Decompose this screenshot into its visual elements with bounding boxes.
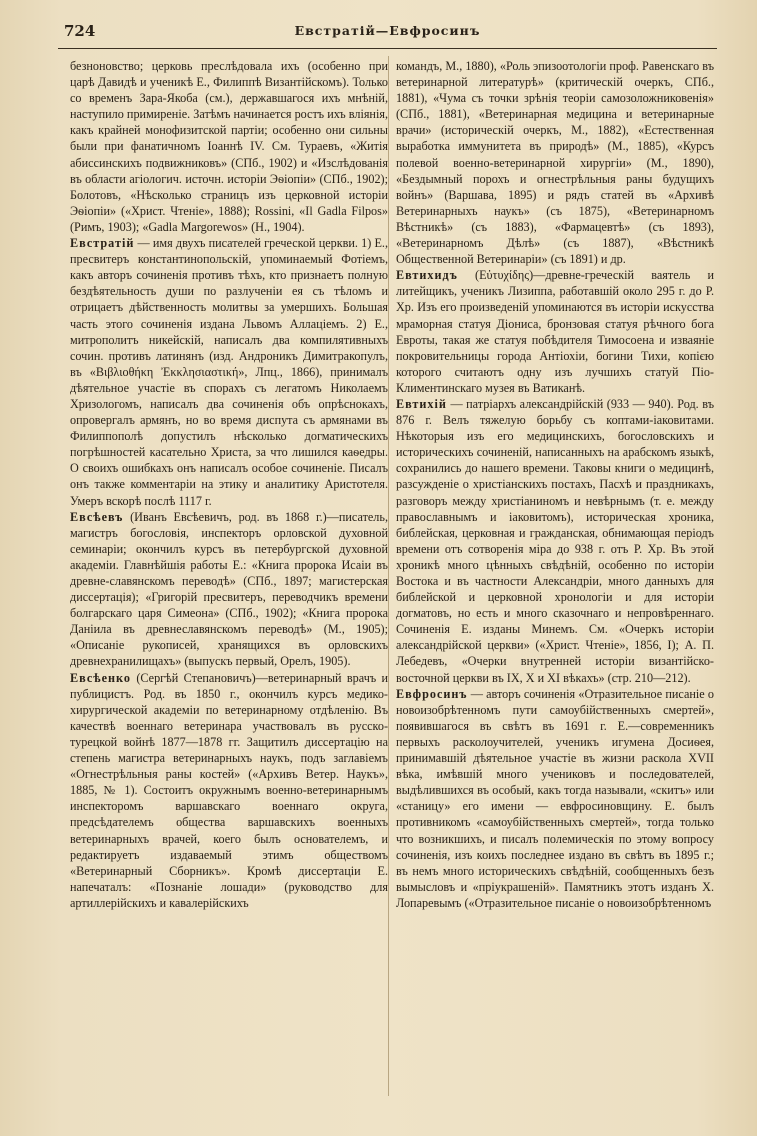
entry-text: — патріархъ александрійскій (933 — 940). Род. въ 876 г. Велъ тяжелую борьбу съ коптами-іаковитами. Нѣкоторыя изъ его медицинскихъ, богословскихъ и историческихъ сочиненій, написанныхъ на арабскомъ языкѣ, сохранились до нашего времени. Таковы книги о медицинѣ, разсужденіе о христіанскихъ постахъ, Пасхѣ и праздникахъ, разговоръ между христіаниномъ и невѣрнымъ (т. е. между православнымъ и іаковитомъ), историческая хроника, библейская, церковная и гражданская, обнимающая періодъ времени отъ сотворенія міра до 938 г. отъ Р. Хр. Въ этой хроникѣ много цѣнныхъ свѣдѣній, особенно по исторіи Востока и въ частности Александріи, много данныхъ для библейской и церковной хронологіи и для исторіи догматовъ, но есть и много сказочнаго и непровѣреннаго. Сочиненія Е. изданы Минемъ. См. «Очеркъ исторіи александрійской церкви» («Христ. Чтеніе», 1856, I); А. П. Лебедевъ, «Очерки внутренней исторіи византійско-восточной церкви въ IX, X и XI вѣкахъ» (стр. 210—212). (396, 396, 714, 685)
right-column (396, 58, 714, 911)
entry-text: безноновство; церковь преслѣдовала ихъ (особенно при царѣ Давидѣ и ученикѣ Е., Филиппѣ Византійскомъ). Только со временъ Зара-Якоба (см.), державшагося ихъ мнѣній, наступило примиреніе. Затѣмъ начинается ростъ ихъ вліянія, какъ крайней монофизитской партіи; особенно они сильны были при фанатичномъ Іоаннѣ IV. См. Тураевъ, «Житія абиссинскихъ подвижниковъ» (СПб., 1902) и «Изслѣдованія въ области агіологич. источн. исторіи Эѳіопіи» (СПб., 1902); Болотовъ, «Нѣсколько страницъ изъ церковной исторіи Эѳіопіи» («Христ. Чтеніе», 1888); Rossini, «Il Gadla Filpos» (Римъ, 1903); «Gadla Margorewos» (Н., 1904). (70, 59, 388, 234)
entry-headword: Евтихидъ (396, 268, 458, 283)
entry (70, 670, 388, 911)
header-rule (58, 48, 717, 49)
entry-text: (Εὐτυχίδης)—древне-греческій ваятель и литейщикъ, ученикъ Лизиппа, работавшій около 295 г. до Р. Хр. Изъ его произведеній упоминаются въ исторіи искусства мраморная статуя Діониса, бронзовая статуя рѣчного бога Евроты, такая же статуя побѣдителя Тимосоена и изваяніе покровительницы города Антіохіи, богини Тихи, копією которого считаютъ одну изъ лучшихъ статуй Піо-Климентинскаго музея въ Ватиканѣ. (396, 268, 714, 395)
entry-headword: Евтихій (396, 396, 447, 411)
entry-headword: Евсѣенко (70, 670, 131, 685)
entry-text: — авторъ сочиненія «Отразительное писаніе о новоизобрѣтенномъ пути самоубійственныхъ смертей», появившагося въ свѣтъ въ 1691 г. Е.—современникъ первыхъ расколоучителей, ученикъ игумена Досиѳея, принимавшій дѣятельное участіе въ жизни раскола XVII вѣка, имѣвшій много учениковъ и последователей, выдѣлившихся въ особый, какъ тогда называли, «скитъ» или «станицу» его имени — евфросиновщину. Е. былъ противникомъ «самоубійственныхъ смертей», тогда только что возникшихъ, и писалъ полемическія по этому вопросу сочиненія, изъ коихъ последнее издано въ свѣтъ въ 1895 г.; въ немъ много историческихъ свѣдѣній, сообщенныхъ безъ вымысловъ и «пріукрашеній». Памятникъ этотъ изданъ Х. Лопаревымъ («Отразительное писаніе о новоизобрѣтенномъ (396, 686, 714, 910)
entry (396, 686, 714, 911)
left-column (70, 58, 388, 911)
entry (70, 58, 388, 235)
entry (396, 267, 714, 396)
running-head: Евстратій—Евфросинъ (294, 23, 481, 38)
entry-headword: Евсѣевъ (70, 509, 124, 524)
entry (396, 396, 714, 686)
entry (70, 235, 388, 509)
entry (70, 509, 388, 670)
entry-text: (Сергѣй Степановичъ)—ветеринарный врачъ и публицистъ. Род. въ 1850 г., окончилъ курсъ медико-хирургической академіи по ветеринарному отдѣленію. Въ качествѣ военнаго ветеринара участвовалъ въ русско-турецкой войнѣ 1877—1878 гг. Защитилъ диссертацію на степень магистра ветеринарныхъ наукъ, подъ заглавіемъ «Огнестрѣльныя раны костей» («Архивъ Ветер. Наукъ», 1885, № 1). Состоитъ окружнымъ военно-ветеринарнымъ инспекторомъ варшавскаго военнаго округа, предсѣдателемъ общества варшавскихъ военныхъ ветеринарныхъ врачей, коего былъ основателемъ, и редактируетъ издаваемый этимъ обществомъ «Ветеринарный Сборникъ». Кромѣ диссертаціи Е. напечаталъ: «Познаніе лошади» (руководство для артиллерійскихъ и кавалерійскихъ (70, 670, 388, 910)
entry-headword: Евстратій (70, 236, 135, 251)
entry (396, 58, 714, 267)
entry-text: командъ, М., 1880), «Роль эпизоотологіи проф. Равенскаго въ ветеринарной литературѣ» (критическій очеркъ, СПб., 1881), «Чума съ точки зрѣнія теоріи самозоложниковенія» (СПб., 1881), «Ветеринарная медицина и ветеринарные врачи» (историческій очеркъ, М., 1882), «Естественная выработка иммунитета въ природѣ» (М., 1885), «Курсъ полевой военно-ветеринарной хирургіи» (М., 1890), «Бездымный порохъ и огнестрѣльныя раны будущихъ войнъ» (Варшава, 1895) и рядъ статей въ «Архивѣ Ветеринарныхъ наукъ» (съ 1875), «Ветеринарномъ Вѣстникѣ» (съ 1883), «Фармацевтѣ» (съ 1893), «Ветеринарномъ Дѣлѣ» (съ 1887), «Вѣстникѣ Общественной Ветеринаріи» (съ 1891) и др. (396, 59, 714, 267)
entry-text: (Иванъ Евсѣевичъ, род. въ 1868 г.)—писатель, магистръ богословія, инспекторъ орловской духовной семинаріи; окончилъ курсъ въ петербургской духовной академіи. Главнѣйшія работы Е.: «Книга пророка Исаіи въ древне-славянскомъ переводѣ» (СПб., 1897; магистерская диссертація); «Григорій пресвитеръ, переводчикъ времени болгарскаго царя Симеона» (СПб., 1902); «Книга пророка Даніила въ древнеславянскомъ переводѣ» (М., 1905); «Описаніе рукописей, хранящихся въ орловскихъ древнехранилищахъ» (выпускъ первый, Орелъ, 1905). (70, 509, 388, 669)
page-number: 724 (64, 22, 96, 40)
page-header (58, 22, 717, 46)
entry-headword: Евфросинъ (396, 686, 468, 701)
entry-text: — имя двухъ писателей греческой церкви. 1) Е., пресвитеръ константинопольскій, упоминаемый Фотіемъ, какъ авторъ сочиненія противъ тѣхъ, кто признаетъ полную бездѣятельность души по разлученіи ея съ тѣломъ и отрицаетъ дѣйственность молитвы за умершихъ. Большая часть этого сочиненія издана Львомъ Аллаціемъ. 2) Е., митрополитъ никейскій, написалъ два компилятивныхъ сочин. противъ латинянъ (изд. Андроникъ Димитракопулъ, въ «Βιβλιοθήκη Ἐκκλησιαστική», Лпц., 1866), принималъ дѣятельное участіе въ спорахъ съ легатомъ Николаемъ Хризологомъ, написалъ два сочиненія объ опрѣснокахъ, опровергалъ армянъ, но во время диспута съ армянами въ Филиппополѣ допустилъ нѣсколько догматическихъ погрѣшностей касательно Христа, за что лишился каѳедры. О своихъ ошибкахъ онъ написалъ особое сочиненіе. Писалъ онъ также комментаріи на этику и аналитику Аристотеля. Умеръ вскорѣ послѣ 1117 г. (70, 236, 388, 508)
column-divider (388, 56, 389, 1096)
